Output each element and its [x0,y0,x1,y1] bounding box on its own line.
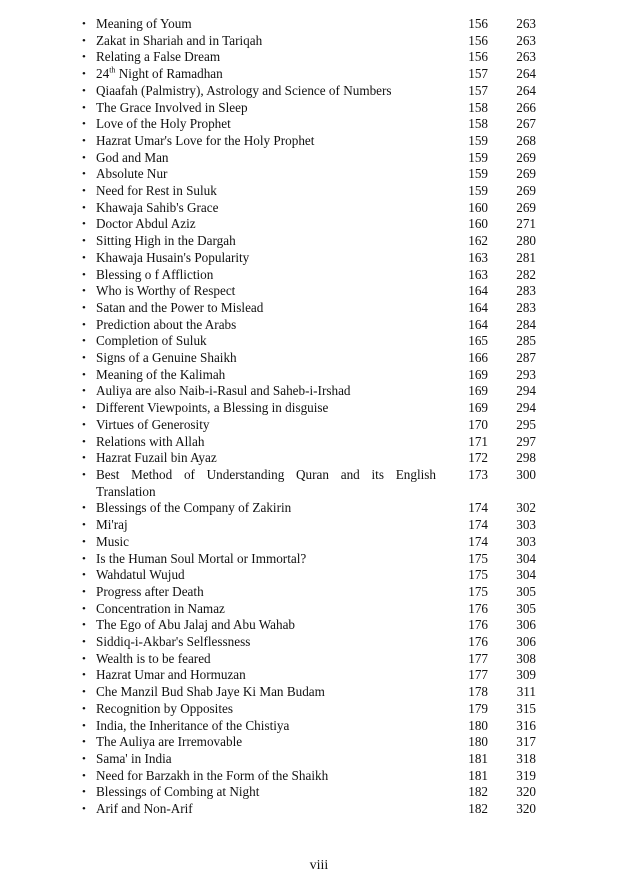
page-number-2: 294 [516,383,536,399]
toc-entry [82,183,552,200]
page-number-2: 294 [516,400,536,416]
bullet-icon: • [82,786,86,799]
bullet-icon: • [82,702,86,715]
page-number-2: 306 [516,634,536,650]
toc-entry [82,517,552,534]
entry-title: Satan and the Power to Mislead [96,299,264,315]
page-number-2: 305 [516,583,536,599]
page-number-1: 164 [468,299,488,315]
bullet-icon: • [82,552,86,565]
page-number-2: 271 [516,216,536,232]
page-number-1: 159 [468,183,488,199]
bullet-icon: • [82,34,86,47]
toc-entry [82,83,552,100]
table-of-contents [82,16,552,818]
toc-entry [82,584,552,601]
toc-entry [82,16,552,33]
toc-entry [82,651,552,668]
entry-title: Is the Human Soul Mortal or Immortal? [96,550,307,566]
page-number-2: 305 [516,600,536,616]
entry-title: Wahdatul Wujud [96,567,185,583]
entry-title: India, the Inheritance of the Chistiya [96,717,290,733]
entry-title: Love of the Holy Prophet [96,116,231,132]
bullet-icon: • [82,736,86,749]
entry-title: Need for Barzakh in the Form of the Shaikh [96,767,329,783]
page-number-1: 166 [468,350,488,366]
bullet-icon: • [82,719,86,732]
entry-title: Different Viewpoints, a Blessing in disguise [96,400,329,416]
page-number-1: 170 [468,416,488,432]
toc-entry [82,450,552,467]
page-number-2: 263 [516,16,536,31]
page-number-1: 177 [468,650,488,666]
toc-entry [82,400,552,417]
bullet-icon: • [82,619,86,632]
page-number-1: 160 [468,216,488,232]
entry-title: The Ego of Abu Jalaj and Abu Wahab [96,617,296,633]
page-number-1: 181 [468,767,488,783]
page-number-1: 158 [468,116,488,132]
bullet-icon: • [82,251,86,264]
entry-title: 24th Night of Ramadhan [96,65,223,82]
page-number-1: 156 [468,49,488,65]
page-number-1: 180 [468,717,488,733]
toc-entry [82,216,552,233]
toc-entry [82,100,552,117]
bullet-icon: • [82,118,86,131]
page-number-2: 269 [516,199,536,215]
entry-title: Need for Rest in Suluk [96,183,217,199]
page-number-1: 171 [468,433,488,449]
toc-entry [82,534,552,551]
page-number-2: 266 [516,99,536,115]
bullet-icon: • [82,402,86,415]
page-number-1: 157 [468,82,488,98]
toc-entry [82,567,552,584]
toc-entry [82,250,552,267]
toc-entry [82,434,552,451]
bullet-icon: • [82,435,86,448]
page-number-1: 176 [468,617,488,633]
entry-title: Meaning of the Kalimah [96,366,226,382]
bullet-icon: • [82,803,86,816]
page-number-1: 169 [468,383,488,399]
bullet-icon: • [82,418,86,431]
bullet-icon: • [82,218,86,231]
page-number-2: 311 [516,684,536,700]
bullet-icon: • [82,151,86,164]
page-number-2: 267 [516,116,536,132]
page-number-1: 158 [468,99,488,115]
page-number-1: 159 [468,166,488,182]
page-number-2: 280 [516,233,536,249]
page-number-1: 156 [468,32,488,48]
page-number-2: 315 [516,700,536,716]
page-number-2: 269 [516,149,536,165]
entry-title: God and Man [96,149,169,165]
page-number-1: 182 [468,801,488,817]
bullet-icon: • [82,585,86,598]
bullet-icon: • [82,368,86,381]
page-number-2: 309 [516,667,536,683]
entry-title: Virtues of Generosity [96,416,210,432]
page-number-1: 163 [468,249,488,265]
page-number-1: 173 [468,466,488,482]
entry-title: Best Method of Understanding Quran and its English Translation [96,466,436,499]
bullet-icon: • [82,352,86,365]
entry-title: Progress after Death [96,583,204,599]
entry-title: Sitting High in the Dargah [96,233,236,249]
page-number-2: 300 [516,466,536,482]
toc-entry [82,701,552,718]
toc-entry [82,200,552,217]
entry-title: The Auliya are Irremovable [96,734,243,750]
toc-entry [82,617,552,634]
bullet-icon: • [82,569,86,582]
page-number-2: 318 [516,750,536,766]
entry-title: Blessing o f Affliction [96,266,214,282]
entry-title: Music [96,533,129,549]
toc-entry [82,317,552,334]
bullet-icon: • [82,51,86,64]
entry-title: Meaning of Youm [96,16,192,31]
bullet-icon: • [82,285,86,298]
entry-title: Zakat in Shariah and in Tariqah [96,32,263,48]
entry-title: The Grace Involved in Sleep [96,99,248,115]
entry-title: Completion of Suluk [96,333,207,349]
page-number-2: 269 [516,166,536,182]
toc-entry [82,233,552,250]
bullet-icon: • [82,168,86,181]
toc-entry [82,133,552,150]
toc-entry [82,734,552,751]
bullet-icon: • [82,652,86,665]
bullet-icon: • [82,602,86,615]
toc-entry [82,49,552,66]
entry-title: Khawaja Husain's Popularity [96,249,250,265]
entry-title: Hazrat Fuzail bin Ayaz [96,450,217,466]
page-number-2: 263 [516,49,536,65]
bullet-icon: • [82,686,86,699]
toc-entry [82,768,552,785]
bullet-icon: • [82,769,86,782]
page-number-2: 283 [516,299,536,315]
page-number-2: 306 [516,617,536,633]
page-number-1: 179 [468,700,488,716]
page-number-2: 320 [516,784,536,800]
page-number-1: 176 [468,600,488,616]
page-number-1: 164 [468,316,488,332]
page-number-2: 320 [516,801,536,817]
entry-title: Doctor Abdul Aziz [96,216,196,232]
entry-title: Absolute Nur [96,166,168,182]
page-number-2: 263 [516,32,536,48]
page-number-2: 303 [516,533,536,549]
page-number-2: 264 [516,66,536,82]
toc-entry [82,33,552,50]
page-number-1: 174 [468,517,488,533]
page-number-2: 283 [516,283,536,299]
entry-title: Khawaja Sahib's Grace [96,199,219,215]
toc-entry [82,300,552,317]
page-number-2: 264 [516,82,536,98]
toc-entry [82,367,552,384]
entry-title: Sama' in India [96,750,172,766]
page-number-1: 160 [468,199,488,215]
bullet-icon: • [82,101,86,114]
bullet-icon: • [82,18,86,30]
entry-title: Mi'raj [96,517,128,533]
toc-entry [82,267,552,284]
entry-title: Wealth is to be feared [96,650,211,666]
page-number-1: 176 [468,634,488,650]
page-number-1: 175 [468,550,488,566]
toc-entry [82,784,552,801]
page-number-1: 157 [468,66,488,82]
page-number-1: 177 [468,667,488,683]
bullet-icon: • [82,134,86,147]
entry-title: Relations with Allah [96,433,205,449]
toc-entry [82,751,552,768]
toc-entry [82,634,552,651]
bullet-icon: • [82,669,86,682]
bullet-icon: • [82,301,86,314]
bullet-icon: • [82,84,86,97]
toc-entry [82,667,552,684]
entry-title: Who is Worthy of Respect [96,283,236,299]
page-number-1: 174 [468,500,488,516]
entry-title: Auliya are also Naib-i-Rasul and Saheb-i-Irshad [96,383,351,399]
page-number-1: 156 [468,16,488,31]
page-number-2: 317 [516,734,536,750]
toc-entry [82,350,552,367]
page-number-1: 181 [468,750,488,766]
page-number-1: 169 [468,400,488,416]
bullet-icon: • [82,268,86,281]
entry-title: Blessings of Combing at Night [96,784,260,800]
bullet-icon: • [82,68,86,81]
entry-title: Arif and Non-Arif [96,801,193,817]
bullet-icon: • [82,185,86,198]
page-number-1: 182 [468,784,488,800]
page-number-1: 178 [468,684,488,700]
page-number-1: 175 [468,583,488,599]
page-number-1: 163 [468,266,488,282]
page-number-2: 287 [516,350,536,366]
page-number-2: 282 [516,266,536,282]
bullet-icon: • [82,452,86,465]
entry-title: Relating a False Dream [96,49,221,65]
page-number-2: 295 [516,416,536,432]
page-number-1: 169 [468,366,488,382]
entry-title: Recognition by Opposites [96,700,233,716]
entry-title: Hazrat Umar's Love for the Holy Prophet [96,132,315,148]
toc-entry [82,417,552,434]
page-number-2: 302 [516,500,536,516]
page-number-2: 293 [516,366,536,382]
toc-entry [82,150,552,167]
page-number-1: 165 [468,333,488,349]
page-number-2: 269 [516,183,536,199]
bullet-icon: • [82,636,86,649]
page-number-2: 304 [516,550,536,566]
bullet-icon: • [82,235,86,248]
entry-title: Signs of a Genuine Shaikh [96,350,237,366]
entry-title: Hazrat Umar and Hormuzan [96,667,246,683]
toc-entry [82,383,552,400]
page-number-2: 268 [516,132,536,148]
entry-title: Siddiq-i-Akbar's Selflessness [96,634,251,650]
toc-entry [82,684,552,701]
toc-entry [82,283,552,300]
page-number-2: 297 [516,433,536,449]
toc-entry [82,551,552,568]
page-number-2: 281 [516,249,536,265]
page-number-2: 298 [516,450,536,466]
page-number-2: 304 [516,567,536,583]
toc-entry [82,333,552,350]
toc-entry [82,66,552,83]
entry-title: Qiaafah (Palmistry), Astrology and Science of Numbers [96,82,392,98]
toc-entry [82,467,552,500]
bullet-icon: • [82,335,86,348]
bullet-icon: • [82,502,86,515]
page-number-1: 159 [468,149,488,165]
page-number-2: 308 [516,650,536,666]
entry-title: Prediction about the Arabs [96,316,237,332]
bullet-icon: • [82,318,86,331]
page-folio: viii [309,858,329,873]
entry-title: Concentration in Namaz [96,600,225,616]
toc-entry [82,116,552,133]
bullet-icon: • [82,468,86,481]
page-number-2: 319 [516,767,536,783]
bullet-icon: • [82,535,86,548]
bullet-icon: • [82,752,86,765]
page-number-1: 164 [468,283,488,299]
toc-entry [82,601,552,618]
toc-entry [82,500,552,517]
bullet-icon: • [82,385,86,398]
page-number-1: 172 [468,450,488,466]
page-number-2: 316 [516,717,536,733]
page-number-1: 174 [468,533,488,549]
toc-entry [82,718,552,735]
page-number-2: 284 [516,316,536,332]
entry-title: Che Manzil Bud Shab Jaye Ki Man Budam [96,684,325,700]
page-number-1: 159 [468,132,488,148]
page-number-2: 285 [516,333,536,349]
page-number-1: 162 [468,233,488,249]
bullet-icon: • [82,519,86,532]
toc-entry [82,166,552,183]
bullet-icon: • [82,201,86,214]
page-number-2: 303 [516,517,536,533]
entry-title: Blessings of the Company of Zakirin [96,500,292,516]
page-number-1: 180 [468,734,488,750]
page-number-1: 175 [468,567,488,583]
toc-entry [82,801,552,818]
